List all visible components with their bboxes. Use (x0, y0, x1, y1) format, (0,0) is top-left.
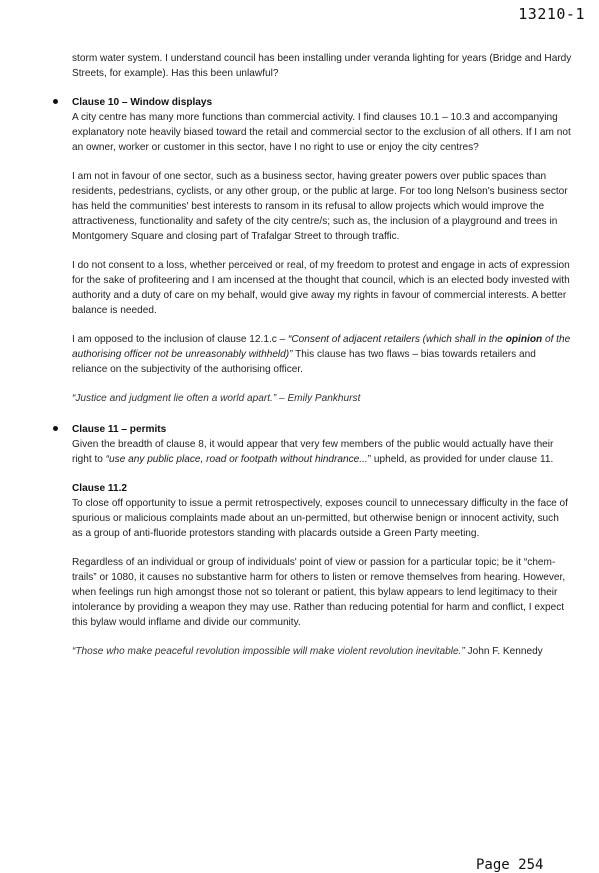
document-id: 13210-1 (518, 5, 585, 23)
clause-11-heading-text: Clause 11 – permits (72, 424, 167, 435)
clause-10-p4-tail: This clause has two flaws – bias towards retailers and reliance on the subjectivity of the authorising officer. (72, 349, 536, 375)
clause-10-paragraph-1: A city centre has many more functions than commercial activity. I find clauses 10.1 – 10.3 and accompanying explanatory note heavily biased toward the retail and commercial sector to the exclusion of all others. If I am not an owner, worker or customer in this sector, have I no right to use or enjoy the city centres? (72, 112, 571, 153)
document-body (72, 51, 572, 659)
pankhurst-quote: “Justice and judgment lie often a world apart.” – Emily Pankhurst (72, 393, 361, 404)
clause-10-heading-text: Clause 10 – Window displays (72, 97, 213, 108)
clause-10-p4-quote: “Consent of adjacent retailers (which shall in the opinion of the authorising officer not be unreasonably withheld)” (72, 334, 571, 360)
clause-11-paragraph-1: Given the breadth of clause 8, it would appear that very few members of the public would actually have their right to “use any public place, road or footpath without hindrance...” upheld, as provided for under clause 11. (72, 439, 554, 465)
bullet-icon (53, 99, 58, 104)
kennedy-quote-text: “Those who make peaceful revolution impossible will make violent revolution inevitable.” (72, 646, 465, 657)
clause-11-quote: “use any public place, road or footpath without hindrance... (105, 454, 368, 465)
clause-11-heading (72, 422, 572, 437)
page-number: Page 254 (476, 857, 544, 873)
clause-11-2-heading: Clause 11.2 (72, 483, 127, 494)
clause-11-2-paragraph-1: To close off opportunity to issue a permit retrospectively, exposes council to unnecessary difficulty in the face of spurious or malicious complaints made about an un-permitted, but otherwise benign or innocent activity, such as a group of anti-fluoride protestors standing with placards outside a Green Party meeting. (72, 498, 568, 539)
clause-10-paragraph-3: I do not consent to a loss, whether perceived or real, of my freedom to protest and engage in acts of expression for the sake of profiteering and I am incensed at the thought that council, which is an elected body invested with authority and a duty of care on my behalf, would give away my rights in favour of commercial interests. A better balance is needed. (72, 260, 570, 316)
clause-11-2-paragraph-2: Regardless of an individual or group of individuals' point of view or passion for a particular topic; be it “chem-trails” or 1080, it causes no substantive harm for others to listen or remove themselves from hearing. However, when feelings run high amongst those not so tolerant or patient, this bylaw appears to lend legitimacy to their intolerance by providing a weapon they may use. Rather than reducing potential for harm and conflict, I expect this bylaw would inflame and divide our community. (72, 557, 566, 628)
clause-10-paragraph-2: I am not in favour of one sector, such as a business sector, having greater powers over public spaces than residents, pedestrians, cyclists, or any other group, or the public at large. For too long Nelson's business sector has held the communities' best interests to ransom in its refusal to allow projects which would improve the attractiveness, functionality and safety of the city centre/s; such as, the inclusion of a playground and trees in Montgomery Square and closing part of Trafalgar Street to through traffic. (72, 171, 568, 242)
kennedy-quote-author: John F. Kennedy (464, 646, 543, 657)
intro-paragraph: storm water system. I understand council has been installing under veranda lighting for years (Bridge and Hardy Streets, for example). Has this been unlawful? (72, 53, 572, 79)
clause-10-p4-lead: I am opposed to the inclusion of clause 12.1.c – (72, 334, 289, 345)
clause-10-heading (72, 95, 572, 110)
clause-10-paragraph-4 (72, 332, 572, 377)
kennedy-quote (72, 644, 572, 659)
bullet-icon (53, 426, 58, 431)
